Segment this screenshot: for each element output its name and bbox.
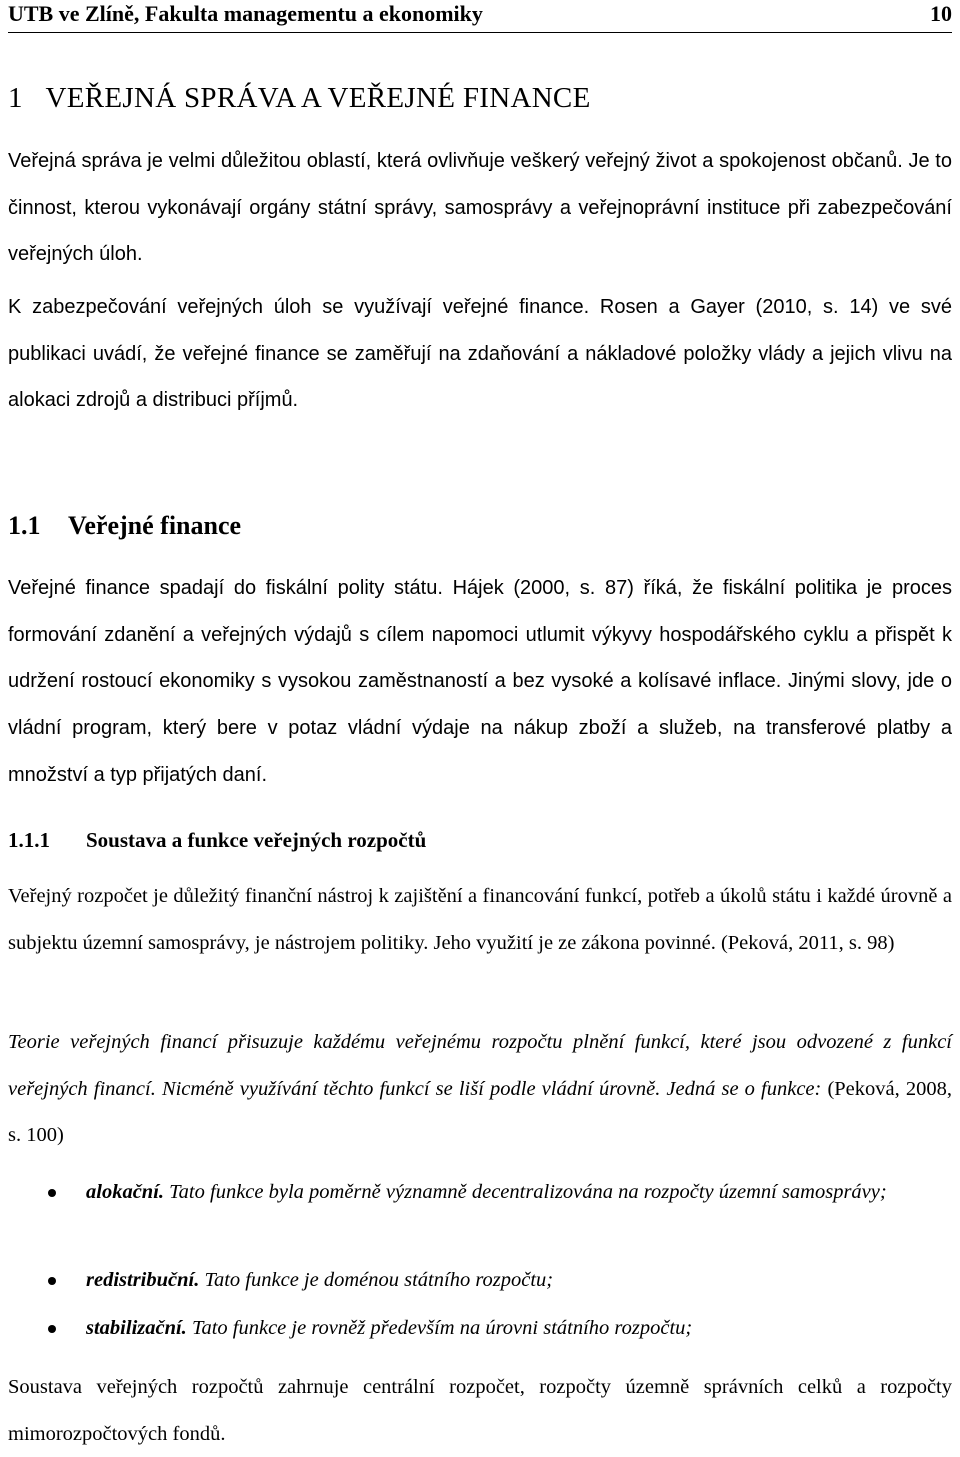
section-title: Veřejné finance	[68, 511, 242, 540]
running-header	[8, 0, 952, 33]
list-item-term: stabilizační.	[86, 1317, 187, 1339]
subsection-number: 1.1.1	[8, 828, 50, 852]
list-item-body	[86, 1170, 952, 1214]
paragraph-3: Veřejné finance spadají do fiskální polity státu. Hájek (2000, s. 87) říká, že fiskální politika je proces formování zdanění a veřejných výdajů s cílem napomoci utlumit výkyvy hospodářského cyklu a přispět k udržení rostoucí ekonomiky s vysokou zaměstnaností a bez vysoké a kolísavé inflace. Jinými slovy, jde o vládní program, který bere v potaz vládní výdaje na nákup zboží a služeb, na transferové platby a množství a typ přijatých daní.	[8, 577, 952, 786]
section-number: 1.1	[8, 511, 41, 540]
list-item-body	[86, 1306, 952, 1350]
paragraph-6: Soustava veřejných rozpočtů zahrnuje centrální rozpočet, rozpočty územně správních celků a rozpočty mimorozpočtových fondů.	[8, 1376, 952, 1445]
subsection-heading	[8, 820, 952, 860]
bullet-icon	[48, 1277, 56, 1285]
paragraph-2: K zabezpečování veřejných úloh se využívají veřejné finance. Rosen a Gayer (2010, s. 14) ve své publikaci uvádí, že veřejné finance se zaměřují na zdaňování a nákladové položky vlády a jejich vlivu na alokaci zdrojů a distribuci příjmů.	[8, 296, 952, 412]
list-item-text: Tato funkce byla poměrně významně decentralizována na rozpočty územní samosprávy;	[164, 1181, 887, 1203]
paragraph-5	[8, 1019, 952, 1159]
bullet-icon	[48, 1189, 56, 1197]
page-number: 10	[930, 1, 952, 26]
paragraph-4: Veřejný rozpočet je důležitý finanční nástroj k zajištění a financování funkcí, potřeb a úkolů státu i každé úrovně a subjektu územní samosprávy, je nástrojem politiky. Jeho využití je ze zákona povinné. (Peková, 2011, s. 98)	[8, 885, 952, 954]
quote-citation: (Peková, 2008, s. 100)	[8, 1077, 952, 1147]
chapter-number: 1	[8, 82, 23, 114]
list-item-text: Tato funkce je doménou státního rozpočtu;	[199, 1269, 554, 1291]
bullet-icon	[48, 1325, 56, 1333]
list-item-body	[86, 1258, 952, 1302]
list-item-text: Tato funkce je rovněž především na úrovni státního rozpočtu;	[186, 1317, 693, 1339]
quote-italic: Teorie veřejných financí přisuzuje každému veřejnému rozpočtu plnění funkcí, které jsou odvozené z funkcí veřejných financí. Nicméně využívání těchto funkcí se liší podle vládní úrovně. Jedná se o funkce:	[8, 1031, 952, 1100]
section-heading	[8, 506, 952, 546]
chapter-title: VEŘEJNÁ SPRÁVA A VEŘEJNÉ FINANCE	[45, 82, 591, 114]
paragraph-1: Veřejná správa je velmi důležitou oblastí, která ovlivňuje veškerý veřejný život a spokojenost občanů. Je to činnost, kterou vykonávají orgány státní správy, samosprávy a veřejnoprávní instituce při zabezpečování veřejných úloh.	[8, 150, 952, 266]
chapter-heading	[8, 78, 952, 118]
list-item-term: alokační.	[86, 1181, 165, 1203]
list-item-term: redistribuční.	[86, 1269, 200, 1291]
header-title: UTB ve Zlíně, Fakulta managementu a ekonomiky	[8, 1, 483, 26]
subsection-title: Soustava a funkce veřejných rozpočtů	[86, 828, 427, 852]
